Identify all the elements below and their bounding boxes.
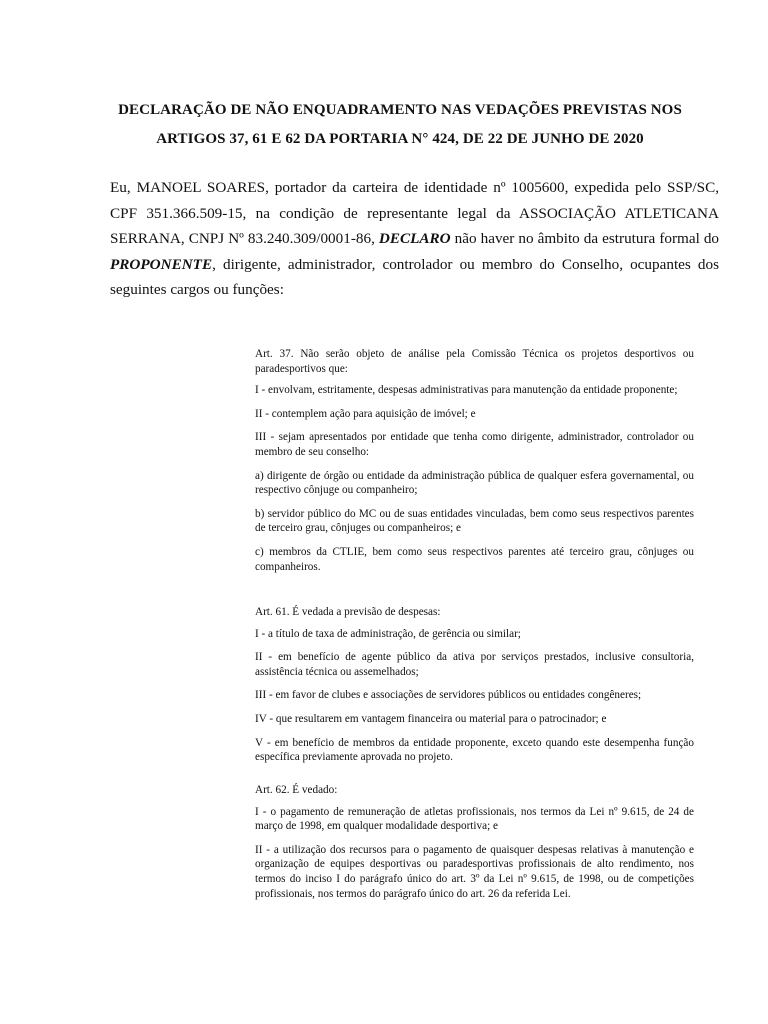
article-61-item: I - a título de taxa de administração, de gerência ou similar; bbox=[255, 627, 521, 640]
article-61-item: II - em benefício de agente público da ativa por serviços prestados, inclusive consultoria, assistência técnica ou assemelhados; bbox=[255, 651, 694, 678]
intro-text-1: Eu, MANOEL SOARES, portador da carteira de identidade nº 1005600, expedida pelo SSP/SC, CPF 351.366.509-15, na condição de representante legal da ASSOCIAÇÃO ATLETICANA SERRANA, CNPJ Nº 83.240.309/0001-86, bbox=[110, 179, 719, 247]
intro-text-3: , dirigente, administrador, controlador ou membro do Conselho, ocupantes dos seguintes cargos ou funções: bbox=[110, 255, 719, 298]
proponente-emphasis: PROPONENTE bbox=[110, 255, 213, 273]
article-37-item: c) membros da CTLIE, bem como seus respectivos parentes até terceiro grau, cônjuges ou companheiros. bbox=[255, 545, 694, 573]
title-line-2: ARTIGOS 37, 61 E 62 DA PORTARIA N° 424, DE 22 DE JUNHO DE 2020 bbox=[156, 131, 644, 147]
article-37-item: b) servidor público do MC ou de suas entidades vinculadas, bem como seus respectivos parentes de terceiro grau, cônjuges ou companheiros; e bbox=[255, 507, 694, 535]
article-62-heading: Art. 62. É vedado: bbox=[255, 784, 338, 796]
article-37-item: a) dirigente de órgão ou entidade da administração pública de qualquer esfera governamental, ou respectivo cônjuge ou companheiro; bbox=[255, 469, 694, 497]
article-62-item: II - a utilização dos recursos para o pagamento de quaisquer despesas relativas à manutenção e organização de equipes desportivas ou paradesportivas profissionais de alto rendimento, nos termos do inciso I do parágrafo único do art. 3º da Lei nº 9.615, de 1998, ou de competições profissionais, nos termos do parágrafo único do art. 26 da referida Lei. bbox=[255, 843, 694, 900]
article-61-quote bbox=[255, 605, 694, 774]
article-37-item: II - contemplem ação para aquisição de imóvel; e bbox=[255, 407, 476, 420]
article-61-item: V - em benefício de membros da entidade proponente, exceto quando este desempenha função específica previamente aprovada no projeto. bbox=[255, 736, 694, 764]
declaro-emphasis: DECLARO bbox=[378, 230, 451, 247]
document-title bbox=[100, 96, 700, 154]
article-62-item: I - o pagamento de remuneração de atletas profissionais, nos termos da Lei nº 9.615, de 24 de março de 1998, em qualquer modalidade desportiva; e bbox=[255, 805, 694, 833]
article-37-item: I - envolvam, estritamente, despesas administrativas para manutenção da entidade proponente; bbox=[255, 384, 678, 397]
article-62-quote bbox=[255, 783, 694, 910]
article-37-quote bbox=[255, 347, 694, 583]
article-37-heading: Art. 37. Não serão objeto de análise pela Comissão Técnica os projetos desportivos ou paradesportivos que: bbox=[255, 348, 694, 375]
title-line-1: DECLARAÇÃO DE NÃO ENQUADRAMENTO NAS VEDAÇÕES PREVISTAS NOS bbox=[118, 102, 682, 118]
article-61-item: III - em favor de clubes e associações de servidores públicos ou entidades congêneres; bbox=[255, 689, 642, 702]
article-37-item: III - sejam apresentados por entidade que tenha como dirigente, administrador, controlador ou membro de seu conselho: bbox=[255, 431, 694, 458]
declaration-paragraph bbox=[110, 175, 719, 303]
article-61-heading: Art. 61. É vedada a previsão de despesas: bbox=[255, 606, 441, 618]
intro-text-2: não haver no âmbito da estrutura formal do bbox=[454, 230, 720, 247]
article-61-item: IV - que resultarem em vantagem financeira ou material para o patrocinador; e bbox=[255, 712, 607, 725]
